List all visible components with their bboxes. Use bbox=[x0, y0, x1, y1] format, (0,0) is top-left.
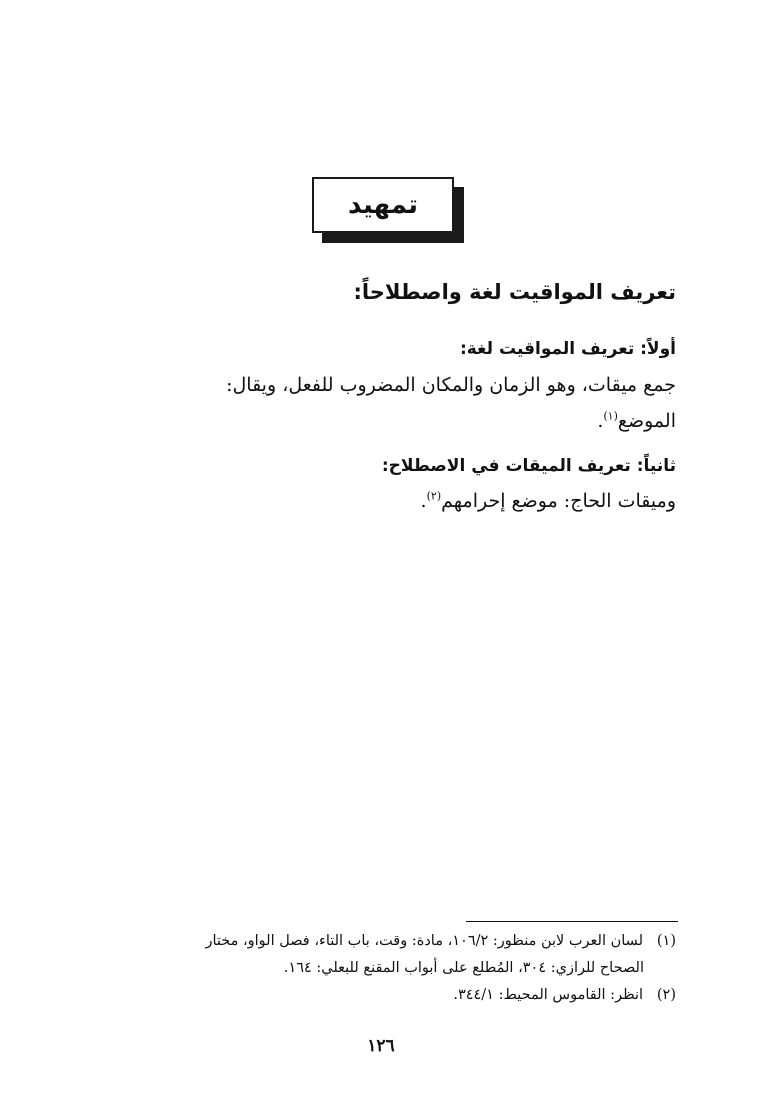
page-number: ١٢٦ bbox=[367, 1036, 395, 1056]
footnote-2-text: انظر: القاموس المحيط: ٣٤٤/١. bbox=[453, 987, 644, 1003]
chapter-title-box bbox=[312, 177, 454, 233]
footnote-1-line1: لسان العرب لابن منظور: ١٠٦/٢، مادة: وقت، باب التاء، فصل الواو، مختار bbox=[205, 933, 644, 949]
part2-line1-text: وميقات الحاج: موضع إحرامهم bbox=[441, 490, 676, 512]
footnote-1-number: (١) bbox=[656, 933, 676, 949]
footnote-1 bbox=[205, 933, 676, 949]
part1-line2 bbox=[597, 410, 676, 432]
part1-line2-end: . bbox=[597, 410, 604, 432]
part1-line1: جمع ميقات، وهو الزمان والمكان المضروب للفعل، ويقال: bbox=[226, 374, 676, 396]
chapter-title: تمهيد bbox=[348, 190, 418, 220]
part2-heading: ثانياً: تعريف الميقات في الاصطلاح: bbox=[381, 456, 676, 476]
footnote-ref-1: (١) bbox=[603, 409, 618, 423]
footnote-1-line2: الصحاح للرازي: ٣٠٤، المُطلع على أبواب المقنع للبعلي: ١٦٤. bbox=[283, 960, 644, 976]
part2-line1-end: . bbox=[420, 490, 427, 512]
section-heading: تعريف المواقيت لغة واصطلاحاً: bbox=[353, 280, 676, 304]
title-box-frame bbox=[312, 177, 454, 233]
footnote-ref-2: (٢) bbox=[426, 489, 442, 503]
footnote-separator bbox=[466, 921, 678, 922]
footnote-2 bbox=[453, 987, 676, 1003]
part2-line1 bbox=[421, 490, 676, 512]
part1-heading: أولاً: تعريف المواقيت لغة: bbox=[459, 339, 676, 359]
footnote-2-number: (٢) bbox=[656, 987, 676, 1003]
part1-line2-text: الموضع bbox=[617, 410, 676, 432]
